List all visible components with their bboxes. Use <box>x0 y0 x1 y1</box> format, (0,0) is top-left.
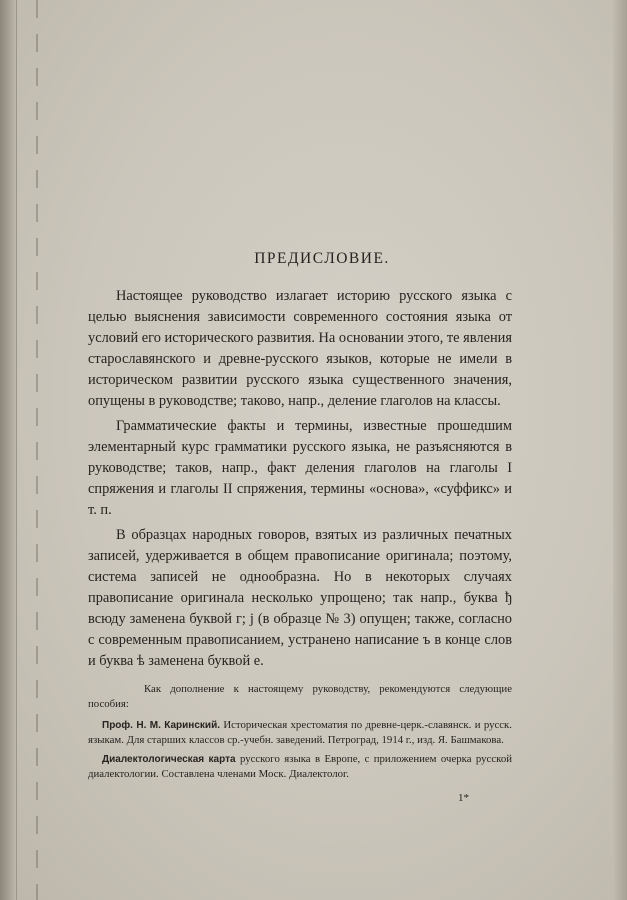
paragraph-3: В образцах народных говоров, взятых из различных печатных записей, удерживается в общем правописание оригинала; поэтому, система записей не однообразна. Но в некоторых случаях правописание оригинала несколько упрощено; так напр., буква ђ всюду заменена буквой г; j (в образце № 3) опущен; также, согласно с современным правописанием, устранено написание ъ в конце слов и буква ѣ заменена буквой е. <box>88 527 512 669</box>
book-spine <box>0 0 17 900</box>
footnote-item <box>88 718 512 748</box>
spine-stitching <box>36 0 38 900</box>
footnote-text: Историческая хрестоматия по древне-церк.-славянск. и русск. языкам. Для старших классов ср.-учебн. заведений. Петроград, 1914 г., изд. Я. Башмакова. <box>88 719 512 746</box>
footnotes <box>88 682 512 782</box>
footnote-author: Проф. Н. М. Каринский. <box>102 720 220 731</box>
footnote-item <box>88 752 512 782</box>
paragraph-1: Настоящее руководство излагает историю русского языка с целью выяснения зависимости современного состояния языка от условий его исторического развития. На основании этого, те явления старославянского и древне-русского языков, которые не имели в историческом развитии русского языка существенного значения, опущены в руководстве; таково, напр., деление глаголов на классы. <box>88 288 512 409</box>
paragraph-2: Грамматические факты и термины, известные прошедшим элементарный курс грамматики русского языка, не разъясняются в руководстве; таков, напр., факт деления глаголов на глаголы I спряжения и глаголы II спряжения, термины «основа», «суффикс» и т. п. <box>88 418 512 518</box>
footnote-author: Диалектологическая карта <box>102 754 236 765</box>
page-edge <box>613 0 627 900</box>
page-content <box>88 250 512 786</box>
footnote-intro: Как дополнение к настоящему руководству, рекомендуются следующие пособия: <box>88 683 512 710</box>
printer-signature: 1* <box>458 792 469 804</box>
page-heading: ПРЕДИСЛОВИЕ. <box>254 250 390 267</box>
footnote-text: русского языка в Европе, с приложением очерка русской диалектологии. Составлена членами Моск. Диалектолог. <box>88 753 513 780</box>
